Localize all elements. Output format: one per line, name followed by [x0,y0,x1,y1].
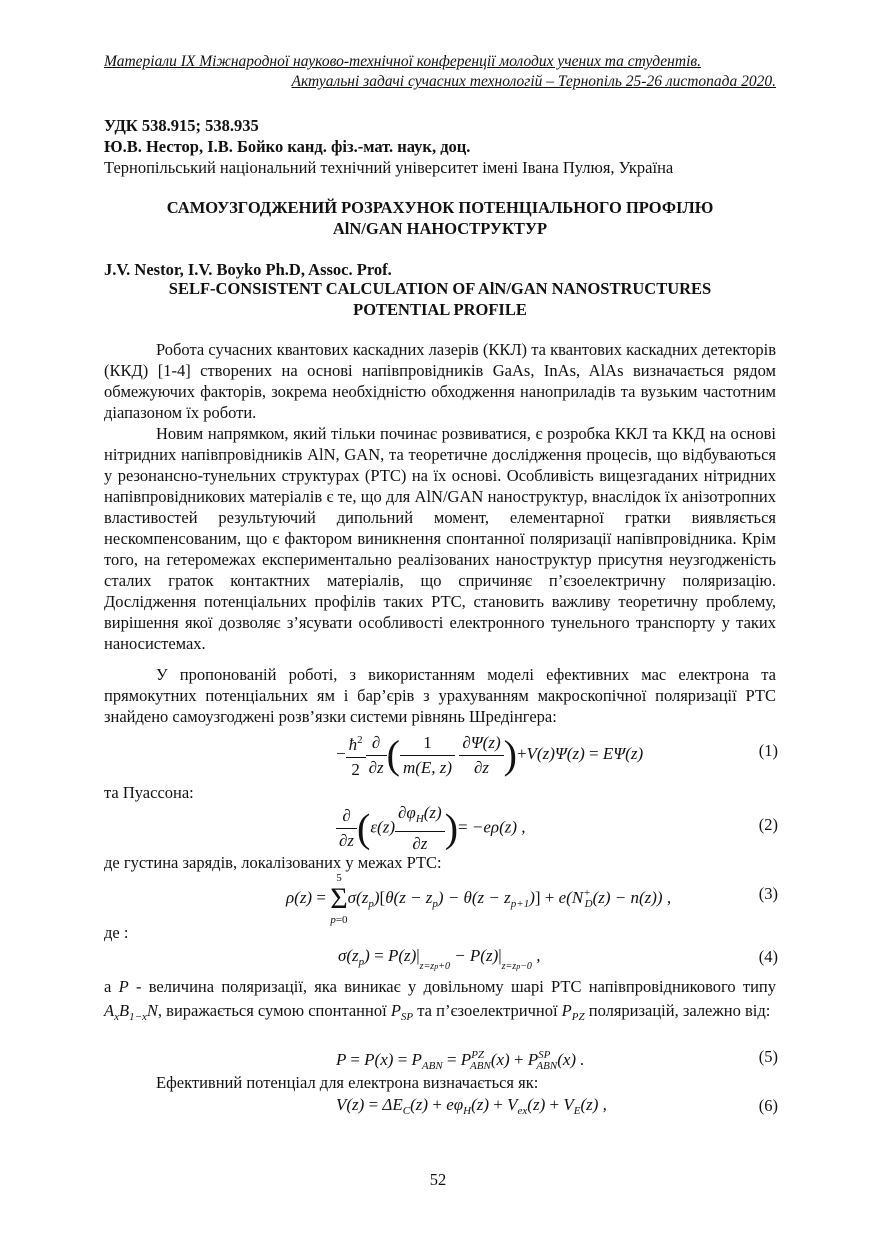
title-ua-line2: AlN/GAN НАНОСТРУКТУР [332,219,548,238]
equation-effective-potential: $V(z) = \Delta E_C(z) + e\varphi_H(z) + V_{ex}(z) + V_E(z)$ , [336,1095,607,1117]
affiliation: Тернопільський національний технічний університет імені Івана Пулюя, Україна [104,158,674,177]
title-en-line1: SELF-CONSISTENT CALCULATION OF AlN/GAN NANOSTRUCTURES [168,279,712,298]
title-en-line2: POTENTIAL PROFILE [353,300,527,319]
conference-header-line1: Матеріали IX Міжнародної науково-технічної конференції молодих учених та студентів. [104,53,701,70]
equation-polarization: $P = P(x) = P_{ABN} = P^{PZ}_{ABN}(x) + P^{SP}_{ABN}(x)$ . [336,1049,585,1072]
text-charge-density: де густина зарядів, локалізованих у межах РТС: [104,853,442,872]
text-effective-potential: Ефективний потенціал для електрона визначається як: [156,1073,539,1092]
text-where: де : [104,923,129,942]
equation-number: (6) [758,1096,778,1115]
equation-sigma: $\sigma(z_p) = P(z)|_{z=zp+0} - P(z)|_{z=zp-0}$ , [338,946,541,972]
equation-number: (2) [758,815,778,834]
authors-en: J.V. Nestor, I.V. Boyko Ph.D, Assoc. Prof. [104,260,392,279]
title-ua [104,197,776,239]
equation-number: (5) [758,1047,778,1066]
equation-number: (3) [758,884,778,903]
equation-poisson: $\frac{\partial}{\partial z}$ (ε(z) $\frac{\partial\varphi_H(z)}{\partial z}$ )= −eρ(z) , [336,801,526,856]
authors-ua: Ю.В. Нестор, І.В. Бойко канд. фіз.-мат. наук, доц. [104,137,471,156]
text-poisson: та Пуассона: [104,783,194,802]
paragraph-intro: Робота сучасних квантових каскадних лазерів (ККЛ) та квантових каскадних детекторів (ККД) [1-4] створених на основі напівпровідників GaAs, InAs, AlAs визначається рядом обмежуючих факторів, зокрема необхідністю обходження наноприладів та вузьким частотним діапазоном їх роботи. [104,340,776,422]
page-number: 52 [429,1170,447,1189]
equation-number: (1) [758,741,778,760]
paragraph-method: У пропонованій роботі, з використанням моделі ефективних мас електрона та прямокутних потенціальних ям і бар’єрів з урахуванням макроскопічної поляризації РТС знайдено самоузгоджені розв’язки системи рівнянь Шредінгера: [104,665,776,726]
equation-number: (4) [758,947,778,966]
equation-charge-density: ρ(z) = 5 Σ p=0 $\sigma(z_p)[\theta(z - z_p) - \theta(z - z_{p+1})] + e(N^+_D(z) - n(z))$ , [286,872,672,926]
conference-header-line2: Актуальні задачі сучасних технологій – Тернопіль 25-26 листопада 2020. [291,73,776,90]
title-en [104,278,776,320]
paragraph-nitride: Новим напрямком, який тільки починає розвиватися, є розробка ККЛ та ККД на основі нітридних напівпровідників AlN, GAN, та теоретичне дослідження процесів, що відбуваються у резонансно-тунельних структурах (РТС) на їх основі. Особливість вищезгаданих нітридних напівпровідникових матеріалів є те, що для AlN/GAN наноструктур, внаслідок їх анізотропних властивостей результуючий дипольний момент, елементарної гратки виявляється нескомпенсованим, що є фактором виникнення спонтанної поляризації напівпровідника. Крім того, на гетеромежах експериментально реалізованих наноструктур присутня неузгодженість сталих граток контактних матеріалів, що спричиняє п’єзоелектричну поляризацію. Дослідження потенціальних профілів таких РТС, становить важливу теоретичну проблему, вирішення якої дозволяє з’ясувати особливості електронного тунельного транспорту у таких наносистемах. [104,424,776,653]
paragraph-polarization: а P - величина поляризації, яка виникає у довільному шарі РТС напівпровідникового типу $A_xB_{1-x}N$, виражається сумою спонтанної $P_{SP}$ та п’єзоелектричної $P_{PZ}$ поляризацій, залежно від: [104,977,777,1023]
udk-code: УДК 538.915; 538.935 [104,116,259,135]
title-ua-line1: САМОУЗГОДЖЕНИЙ РОЗРАХУНОК ПОТЕНЦІАЛЬНОГО ПРОФІЛЮ [166,198,714,217]
equation-schrodinger: − $\frac{ħ^2}{2}$ $\frac{\partial}{\partial z}$ ( $\frac{1}{m(E, z)}$ $\frac{\partial\Psi(z)}{\partial z}$ )+V(z)Ψ(z) = EΨ(z) [336,728,643,782]
